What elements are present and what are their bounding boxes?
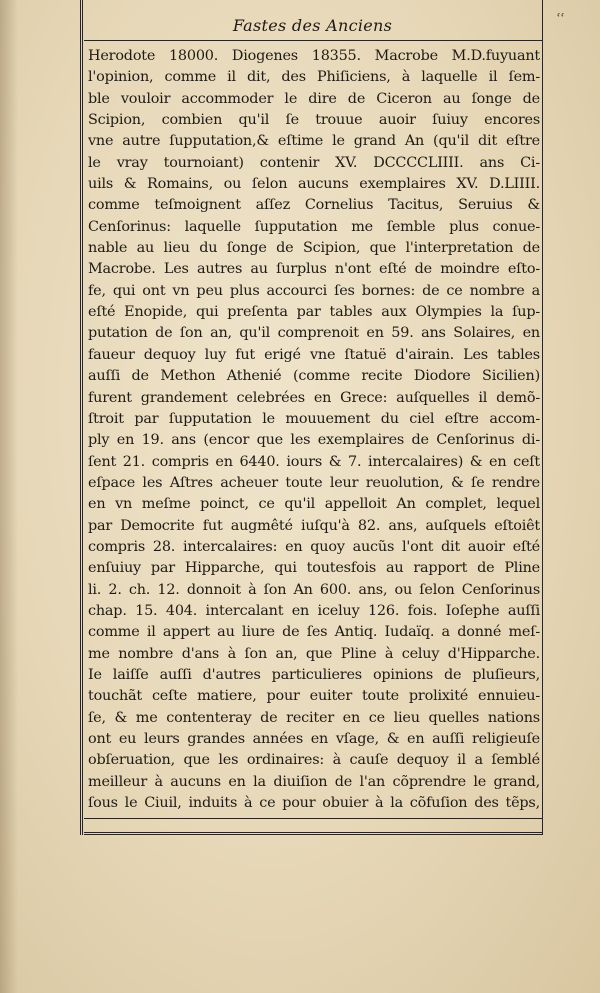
text-line: eſté Enopide, qui preſenta par tables aux Olympies la ſup- — [88, 304, 540, 321]
bottom-rule — [84, 818, 542, 819]
text-line: comme il appert au liure de ſes Antiq. Iudaïq. a donné meſ- — [88, 624, 540, 641]
text-line: touchãt ceſte matiere, pour euiter toute prolixité ennuieu- — [88, 688, 540, 705]
text-line: ont eu leurs grandes années en vſage, & en auſſi religieuſe — [88, 731, 540, 747]
text-line: ble vouloir accommoder le dire de Ciceron au ſonge de — [88, 90, 540, 107]
text-line: compris 28. intercalaires: en quoy aucũs l'ont dit auoir eſté — [88, 538, 540, 555]
running-head: Fastes des Anciens — [232, 16, 393, 35]
text-line: par Democrite fut augmêté iuſqu'à 82. ans, auſquels eſtoiêt — [88, 517, 540, 534]
text-line: enſuiuy par Hipparche, qui toutesfois au rapport de Pline — [88, 560, 540, 577]
text-line: fe, qui ont vn peu plus accourci ſes bornes: de ce nombre a — [88, 282, 540, 299]
text-line: vne autre ſupputation,& eſtime le grand An (qu'il dit eſtre — [88, 133, 540, 150]
corner-mark: ʿʿ — [556, 12, 564, 27]
text-line: nable au lieu du ſonge de Scipion, que l'interpretation de — [88, 240, 540, 257]
text-line: ſe, & me contenteray de reciter en ce lieu quelles nations — [88, 709, 540, 726]
text-line: me nombre d'ans à ſon an, que Pline à celuy d'Hipparche. — [88, 645, 540, 662]
text-line: uils & Romains, ou ſelon aucuns exemplaires XV. D.LIIII. — [88, 176, 540, 193]
text-line: ply en 19. ans (encor que les exemplaires de Cenſorinus di- — [88, 432, 540, 449]
text-line: putation de ſon an, qu'il comprenoit en 59. ans Solaires, en — [88, 325, 540, 342]
text-line: obſeruation, que les ordinaires: à cauſe dequoy il a ſemblé — [88, 752, 540, 769]
text-line: Scipion, combien qu'il ſe trouue auoir ſuiuy encores — [88, 112, 540, 129]
text-line: en vn meſme poinct, ce qu'il appelloit An complet, lequel — [88, 496, 540, 513]
text-line: meilleur à aucuns en la diuiſion de l'an cõprendre le grand, — [88, 773, 540, 790]
text-line: le vray tournoiant) contenir XV. DCCCCLIIII. ans Ci- — [88, 154, 540, 171]
text-line: chap. 15. 404. intercalant en iceluy 126. fois. Ioſephe auſſi — [88, 602, 540, 619]
text-line: faueur dequoy luy fut erigé vne ſtatuë d'airain. Les tables — [88, 346, 540, 363]
bottom-double-rule — [84, 832, 542, 835]
text-line: Cenſorinus: laquelle ſupputation me ſemble plus conue- — [88, 218, 540, 235]
text-line: comme teſmoignent aſſez Cornelius Tacitus, Seruius & — [88, 197, 540, 214]
text-line: ſous le Ciuil, induits à ce pour obuier à la cõfuſion des tẽps, — [88, 795, 540, 812]
top-rule — [84, 40, 542, 41]
text-line: Ie laiſſe auſſi d'autres particulieres opinions de pluſieurs, — [88, 666, 540, 683]
text-line: auſſi de Methon Athenié (comme recite Diodore Sicilien) — [88, 368, 540, 385]
text-line: furent grandement celebrées en Grece: auſquelles il demõ- — [88, 389, 540, 406]
right-border — [542, 0, 543, 835]
text-line: eſpace les Aſtres acheuer toute leur reuolution, & ſe rendre — [88, 474, 540, 491]
text-line: ſent 21. compris en 6440. iours & 7. intercalaires) & en ceſt — [88, 453, 540, 470]
left-border — [80, 0, 83, 835]
text-line: li. 2. ch. 12. donnoit à ſon An 600. ans, ou ſelon Cenſorinus — [88, 581, 540, 598]
body-text — [88, 46, 540, 814]
text-line: Macrobe. Les autres au ſurplus n'ont eſté de moindre eſto- — [88, 261, 540, 278]
text-line: Herodote 18000. Diogenes 18355. Macrobe M.D.fuyuant — [88, 48, 540, 64]
text-line: ſtroit par ſupputation le mouuement du ciel eſtre accom- — [88, 410, 540, 427]
text-line: l'opinion, comme il dit, des Phiſiciens, à laquelle il ſem- — [88, 69, 540, 86]
gutter-shadow — [0, 0, 18, 993]
